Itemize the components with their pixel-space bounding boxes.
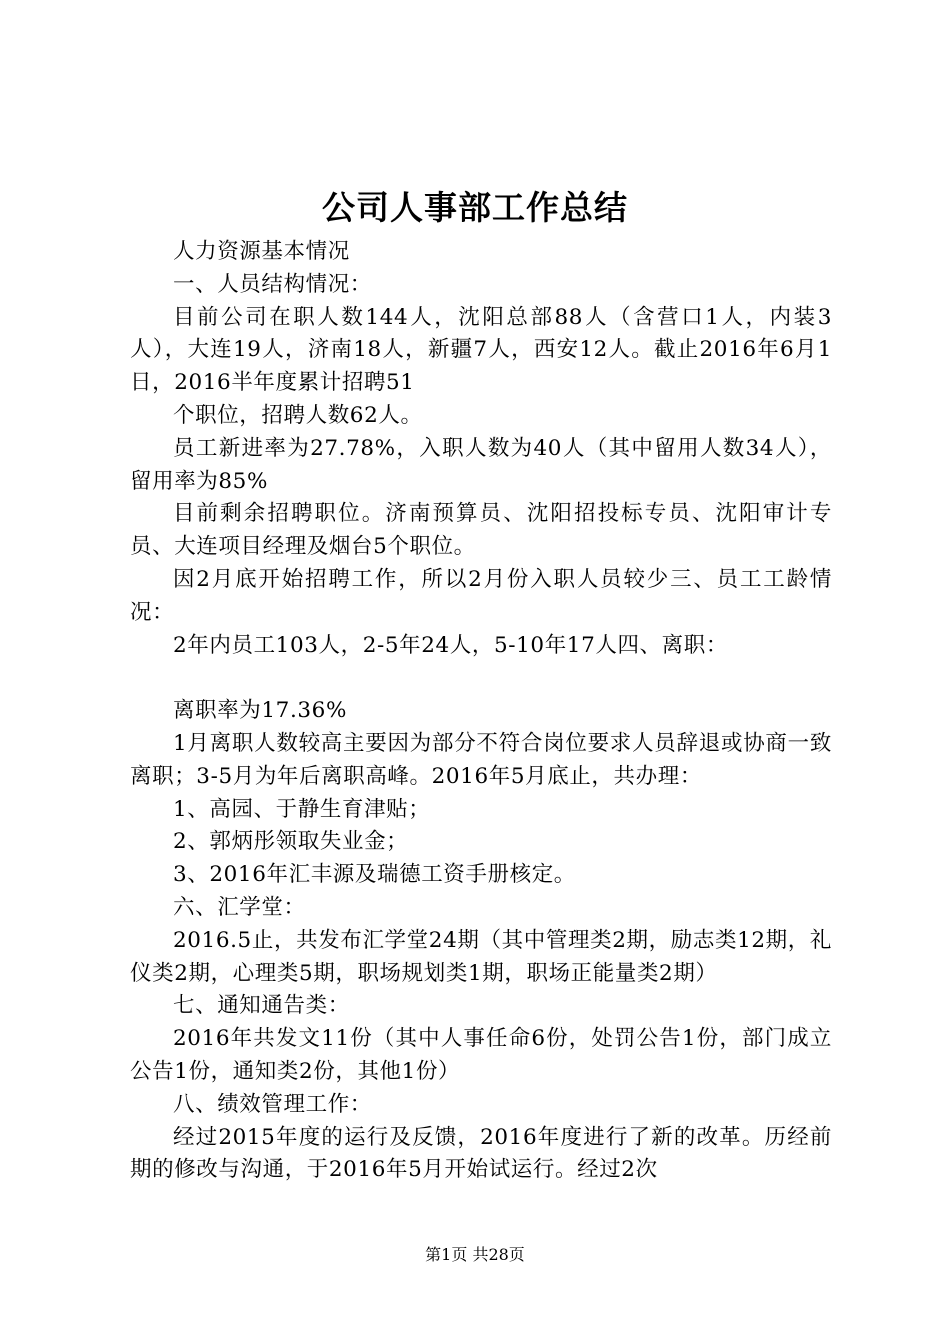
paragraph: 人力资源基本情况 (173, 239, 350, 264)
paragraph: 1月离职人数较高主要因为部分不符合岗位要求人员辞退或协商一致离职；3-5月为年后离职高峰。2016年5月底止，共办理： (130, 730, 832, 789)
paragraph: 目前公司在职人数144人，沈阳总部88人（含营口1人，内装3人），大连19人，济南18人，新疆7人，西安12人。截止2016年6月1日，2016半年度累计招聘51 (130, 304, 832, 396)
paragraph: 个职位，招聘人数62人。 (173, 402, 423, 428)
paragraph: 3、2016年汇丰源及瑞德工资手册核定。 (173, 862, 576, 888)
paragraph: 1、高园、于静生育津贴； (173, 796, 431, 822)
paragraph: 目前剩余招聘职位。济南预算员、沈阳招投标专员、沈阳审计专员、大连项目经理及烟台5个职位。 (130, 501, 832, 560)
document-body (130, 236, 832, 1187)
paragraph: 因2月底开始招聘工作，所以2月份入职人员较少三、员工工龄情况： (130, 566, 832, 625)
paragraph: 经过2015年度的运行及反馈，2016年度进行了新的改革。历经前期的修改与沟通，于2016年5月开始试运行。经过2次 (130, 1124, 832, 1183)
paragraph: 员工新进率为27.78%，入职人数为40人（其中留用人数34人），留用率为85% (130, 435, 832, 494)
paragraph: 七、通知通告类： (173, 993, 350, 1019)
paragraph: 2016.5止，共发布汇学堂24期（其中管理类2期，励志类12期，礼仪类2期，心理类5期，职场规划类1期，职场正能量类2期） (130, 927, 832, 986)
document-title: 公司人事部工作总结 (322, 188, 628, 227)
page-footer: 第1页 共28页 (425, 1245, 525, 1264)
paragraph: 六、汇学堂： (173, 894, 306, 920)
paragraph: 2年内员工103人，2-5年24人，5-10年17人四、离职： (173, 632, 728, 658)
paragraph: 离职率为17.36% (173, 698, 347, 724)
blank-line (130, 662, 832, 695)
paragraph: 一、人员结构情况： (173, 271, 372, 297)
paragraph: 八、绩效管理工作： (173, 1091, 372, 1117)
paragraph: 2、郭炳彤领取失业金； (173, 829, 409, 855)
paragraph: 2016年共发文11份（其中人事任命6份，处罚公告1份，部门成立公告1份，通知类2份，其他1份） (130, 1026, 832, 1084)
